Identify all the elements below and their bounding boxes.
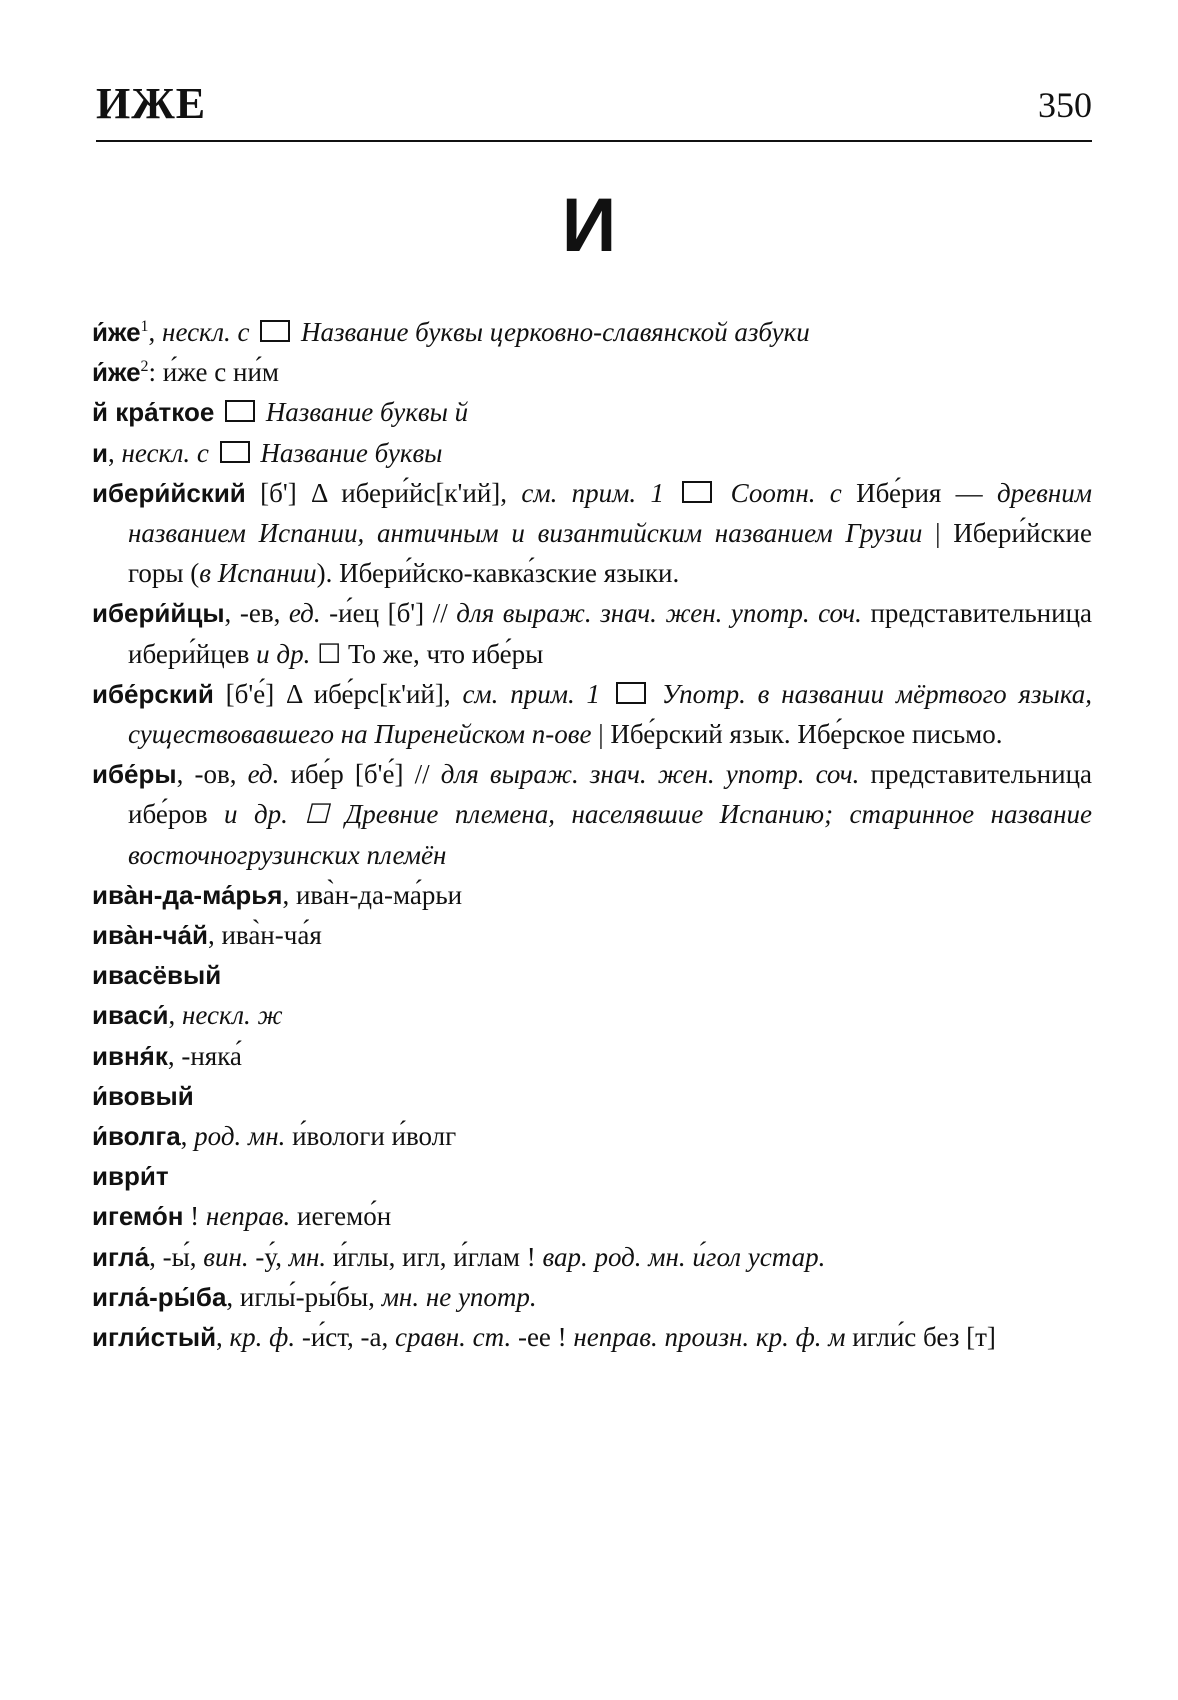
definition: ☐ То же, что ибе́ры [310, 638, 544, 669]
definition-box-icon [260, 320, 290, 342]
definition: древним названием Испании, античным и византийским названием Грузии [128, 477, 1093, 549]
headword: ибери́йский [92, 477, 246, 508]
entry [92, 955, 1092, 995]
entry-text: : и́же с ни́м [148, 357, 279, 388]
entry [92, 674, 1092, 754]
headword: игла́-ры́ба [92, 1281, 227, 1312]
definition: Название буквы [260, 437, 443, 468]
headword: ибе́рский [92, 678, 214, 709]
definition: Название буквы й [265, 397, 469, 428]
headword: игла́ [92, 1241, 150, 1272]
grammar-note: род. мн. [194, 1121, 286, 1152]
entry-text: представительница ибе́ров [128, 759, 1093, 830]
grammar-note: и др. [224, 799, 288, 830]
entry-text: и́глы, игл, и́глам ! [326, 1241, 543, 1272]
headword: и́вовый [92, 1080, 194, 1111]
entry-text: ! [183, 1201, 206, 1232]
header-word: ИЖЕ [96, 79, 207, 128]
entry-text: и́вологи и́волг [285, 1121, 457, 1152]
grammar-note: мн. [288, 1241, 327, 1272]
grammar-note: и др. [256, 638, 311, 669]
running-header [96, 78, 1092, 142]
example-text: | Ибери́йские горы ( [128, 518, 1092, 589]
entry [92, 1076, 1092, 1116]
example-text: | Ибе́рский язык. Ибе́рское письмо. [591, 719, 1003, 750]
entry [92, 995, 1092, 1035]
entry-text: , иглы́-ры́бы, [226, 1281, 382, 1312]
grammar-note: нескл. с [121, 437, 209, 468]
entry-text: , -ев, [224, 598, 289, 629]
grammar-note: см. прим. 1 [521, 477, 664, 508]
headword: ивня́к [92, 1040, 168, 1071]
headword: игли́стый [92, 1322, 217, 1353]
entry [92, 473, 1092, 594]
grammar-note: неправ. произн. кр. ф. м [573, 1322, 846, 1353]
entry [92, 1116, 1092, 1156]
headword: игемо́н [92, 1201, 184, 1232]
entry-text: , ива̀н-да-ма́рьи [282, 879, 463, 910]
entry [92, 312, 1092, 352]
entry-text: Ибе́рия — [841, 477, 998, 508]
entry-text: -у́, [248, 1241, 289, 1272]
definition: Употр. в названии мёртвого языка, существовавшего на Пиренейском п-ове [128, 678, 1093, 750]
headword: ибе́ры [92, 759, 177, 790]
section-letter: И [561, 183, 617, 268]
entry [92, 593, 1092, 673]
entry-text: представительница ибери́йцев [128, 598, 1092, 669]
homonym-index: 1 [140, 318, 149, 335]
entry [92, 1277, 1092, 1317]
grammar-note: ед. [247, 759, 280, 790]
entry-text: , -ы́, [149, 1241, 204, 1272]
headword: ива̀н-да-ма́рья [92, 879, 283, 910]
entry-text: , [216, 1322, 230, 1353]
entry [92, 352, 1092, 392]
grammar-note: см. прим. 1 [462, 678, 601, 709]
headword: ива̀н-ча́й [92, 920, 208, 951]
entry-text: , -ов, [176, 759, 248, 790]
definition: ☐ Древние племена, населявшие Испанию; старинное название восточногрузинских племён [128, 799, 1092, 870]
grammar-note: для выраж. знач. жен. употр. соч. [440, 759, 860, 790]
grammar-note: вар. род. мн. [542, 1241, 686, 1272]
headword: й кра́ткое [92, 397, 215, 428]
entry [92, 1036, 1092, 1076]
page-number: 350 [1038, 85, 1092, 125]
entry-text: игли́с без [т] [845, 1322, 996, 1353]
headword: и́волга [92, 1121, 181, 1152]
entry [92, 433, 1092, 473]
entry [92, 875, 1092, 915]
entry-text: , [180, 1121, 195, 1152]
entry-text: -и́ец [б'] // [320, 598, 457, 629]
headword: ибери́йцы [92, 598, 225, 629]
grammar-note: вин. [203, 1241, 249, 1272]
entry-text: , [168, 1000, 183, 1031]
definition-box-icon [682, 481, 712, 503]
grammar-note: кр. ф. [229, 1322, 296, 1353]
entry-text: [б'] Δ ибери́йс[к'ий], [245, 477, 522, 508]
entry [92, 1196, 1092, 1236]
entry-text: и́гол устар. [685, 1241, 826, 1272]
grammar-note: нескл. ж [182, 1000, 283, 1031]
entry [92, 1237, 1092, 1277]
definition-box-icon [220, 441, 250, 463]
entry [92, 392, 1092, 432]
definition-box-icon [616, 682, 646, 704]
grammar-note: для выраж. знач. жен. употр. соч. [456, 598, 862, 629]
entry-text: , [107, 437, 122, 468]
entry-text: , ива̀н-ча́я [207, 920, 322, 951]
dictionary-entries [92, 312, 1092, 1357]
headword: и [92, 437, 108, 468]
entry-text: -и́ст, -а, [295, 1322, 396, 1353]
headword: ивасёвый [92, 960, 222, 991]
entry [92, 915, 1092, 955]
grammar-note: мн. не употр. [381, 1281, 537, 1312]
entry-text: ибе́р [б'е́] // [279, 759, 441, 790]
headword: иваси́ [92, 1000, 169, 1031]
entry-text: [б'е́] Δ ибе́рс[к'ий], [213, 678, 463, 709]
headword: иври́т [92, 1161, 169, 1192]
homonym-index: 2 [140, 358, 149, 376]
headword: и́же [92, 317, 141, 347]
grammar-note: сравн. ст. [395, 1322, 512, 1353]
grammar-note: в Испании [199, 558, 317, 589]
entry-text: иегемо́н [290, 1201, 392, 1232]
grammar-note: ед. [288, 598, 321, 629]
entry [92, 754, 1092, 875]
entry [92, 1317, 1092, 1357]
entry-text: , -няка́ [167, 1040, 242, 1071]
definition: Соотн. с [730, 477, 842, 508]
entry [92, 1156, 1092, 1196]
entry-text: -ее ! [511, 1322, 574, 1353]
definition-box-icon [225, 400, 255, 422]
headword: и́же [92, 357, 141, 388]
definition: Название буквы церковно-славянской азбуки [300, 317, 810, 347]
example-text: ). Ибери́йско-кавка́зские языки. [316, 558, 680, 589]
grammar-note: нескл. с [162, 317, 250, 347]
grammar-note: неправ. [205, 1201, 291, 1232]
entry-text: , [148, 317, 163, 347]
